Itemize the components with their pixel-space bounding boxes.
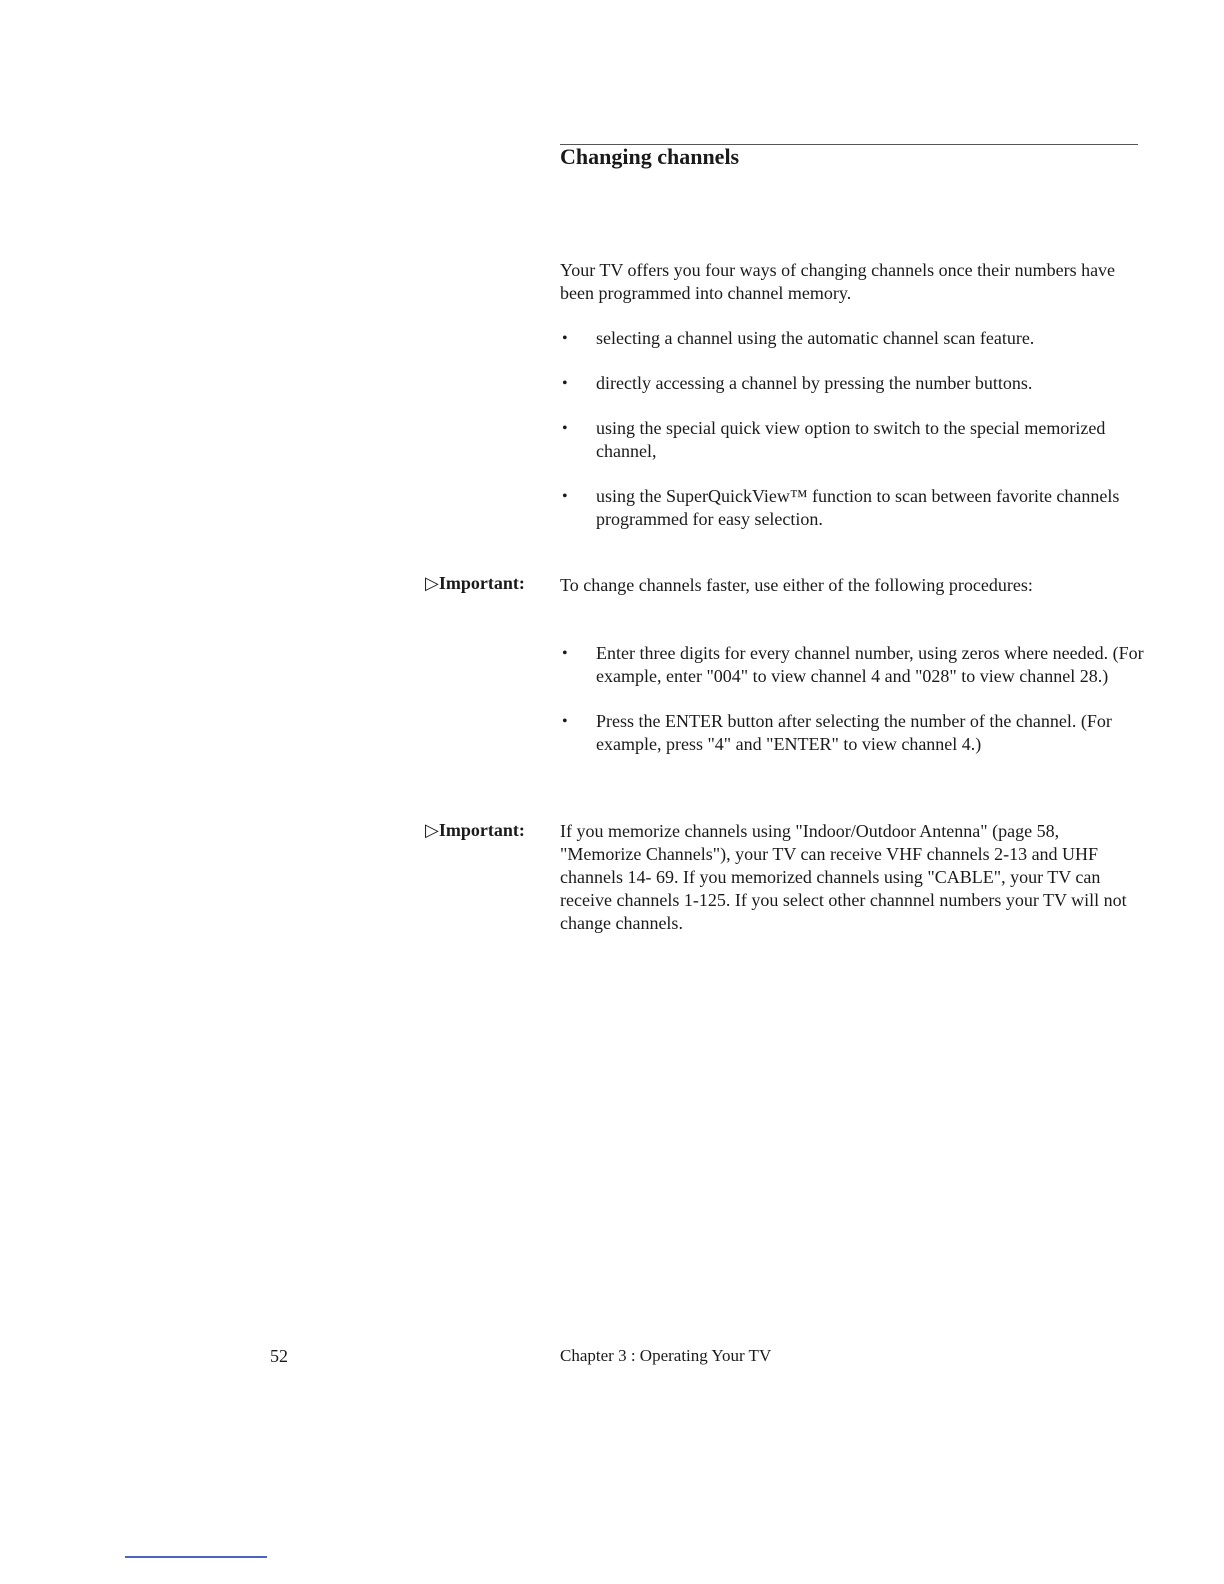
important-label-2: ▷Important: xyxy=(425,820,525,840)
intro-paragraph: Your TV offers you four ways of changing channels once their numbers have been programmed into channel memory. xyxy=(560,260,1116,303)
scan-edge-line xyxy=(125,1556,267,1558)
triangle-icon: ▷ xyxy=(425,573,439,593)
important-label-1: ▷Important: xyxy=(425,573,525,593)
list-item: • directly accessing a channel by pressing the number buttons. xyxy=(560,372,1145,395)
list-item: • using the SuperQuickView™ function to scan between favorite channels programmed for easy selection. xyxy=(560,485,1145,531)
list-item: • Press the ENTER button after selecting the number of the channel. (For example, press "4" and "ENTER" to view channel 4.) xyxy=(560,710,1145,756)
page-number: 52 xyxy=(270,1346,288,1366)
chapter-footer: Chapter 3 : Operating Your TV xyxy=(560,1346,772,1365)
page-title: Changing channels xyxy=(560,144,740,169)
list-item: • using the special quick view option to switch to the special memorized channel, xyxy=(560,417,1145,463)
triangle-icon: ▷ xyxy=(425,820,439,840)
list-item: • Enter three digits for every channel number, using zeros where needed. (For example, enter "004" to view channel 4 and "028" to view channel 28.) xyxy=(560,642,1145,688)
important-text-2: If you memorize channels using "Indoor/Outdoor Antenna" (page 58, "Memorize Channels"), your TV can receive VHF channels 2-13 and UHF channels 14- 69. If you memorized channels using "CABLE", your TV can receive channels 1-125. If you select other channnel numbers your TV will not change channels. xyxy=(560,821,1127,933)
important-text-1: To change channels faster, use either of the following procedures: xyxy=(560,575,1033,595)
list-item: • selecting a channel using the automatic channel scan feature. xyxy=(560,327,1145,350)
ways-list xyxy=(560,327,1145,553)
procedures-list xyxy=(560,642,1145,778)
